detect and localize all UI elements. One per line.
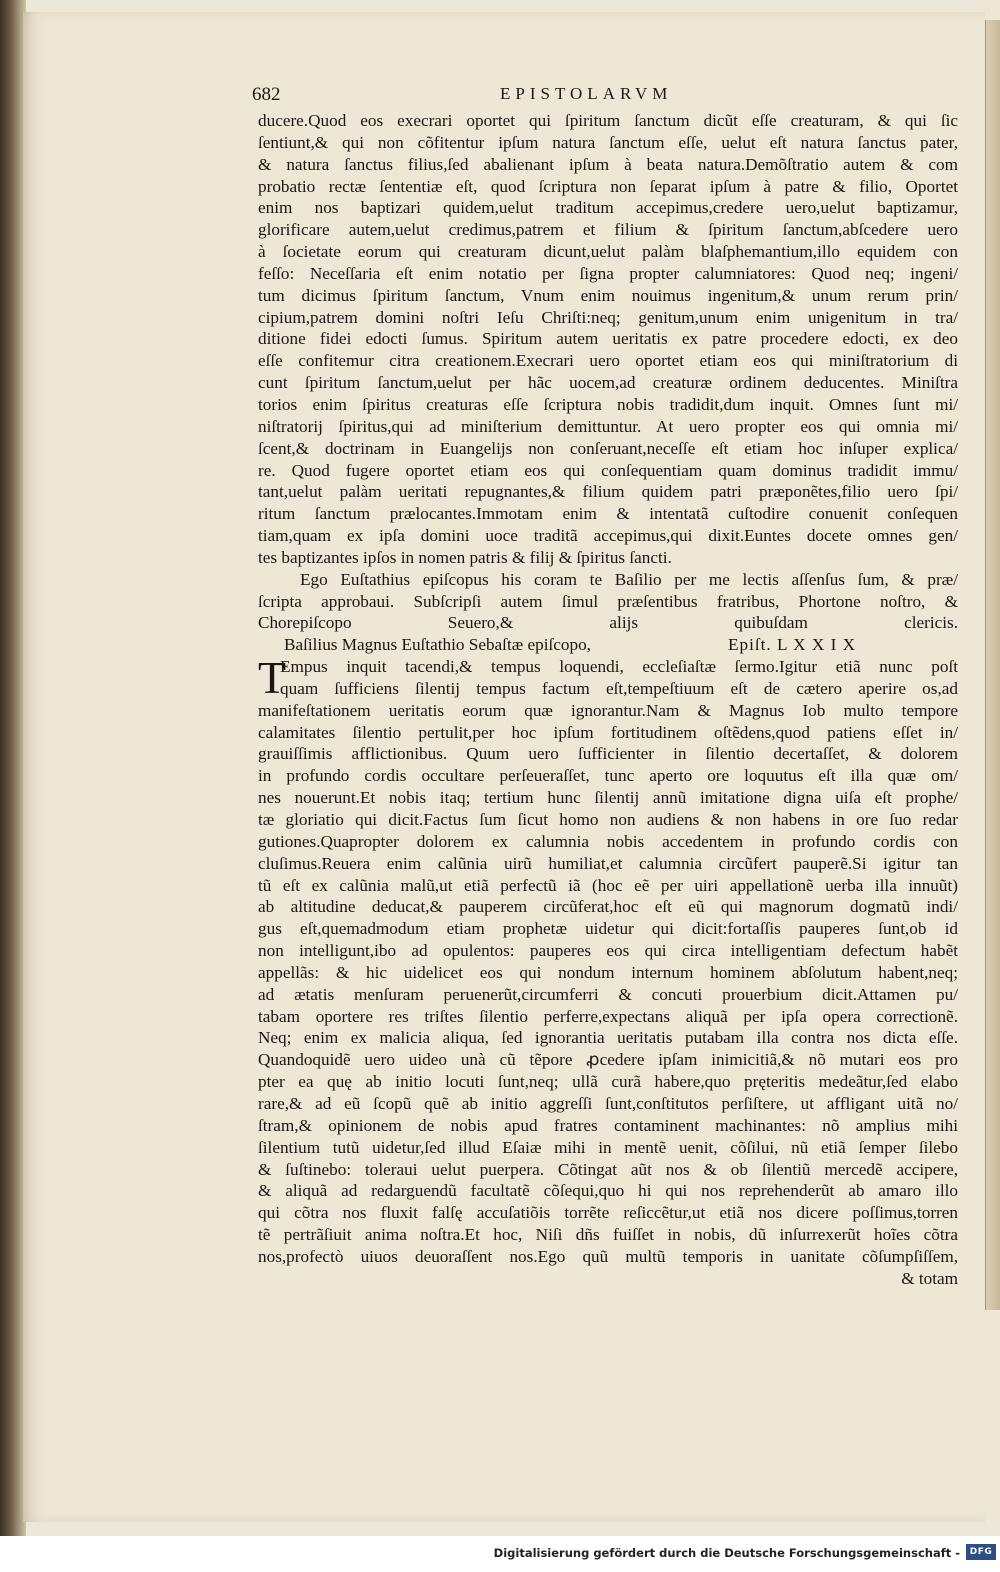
text-line: tũ eſt ex calũnia malũ,ut etiã perfectũ iã (hoc eẽ per uiri appellationẽ uerba illa innuũt) xyxy=(258,875,958,895)
text-line: calamitates ſilentio pertulit,per hoc ipſum fortitudinem oſtẽdens,quod patiens eſſet in/ xyxy=(258,722,958,742)
text-line: gutiones.Quapropter dolorem ex calumnia nobis accedentem in profundo cordis con xyxy=(258,831,958,851)
main-text-block xyxy=(258,110,958,1290)
funding-credit: Digitalisierung gefördert durch die Deutsche Forschungsgemeinschaft - xyxy=(493,1546,960,1560)
text-line: ſcent,& doctrinam in Euangelijs non conſeruant,neceſſe eſt etiam hoc inſuper explica/ xyxy=(258,438,958,458)
letter-body xyxy=(258,700,958,1268)
text-line: ſcripta approbaui. Subſcripſi autem ſimul præſentibus fratribus, Phortone noſtro, & xyxy=(258,591,958,611)
text-line: tiam,quam ex ipſa domini uoce traditã accepimus,qui dixit.Euntes docete omnes gen/ xyxy=(258,526,958,546)
text-line: Quandoquidẽ uero uideo unà cũ tẽpore ꝓcedere ipſam inimicitiã,& nõ mutari eos pro xyxy=(258,1050,958,1070)
text-line: torios enim ſpiritus creaturas eſſe ſcriptura nobis tradidit,dum inquit. Omnes ſunt mi/ xyxy=(258,394,958,414)
text-line: ducere.Quod eos execrari oportet qui ſpiritum ſanctum dicũt eſſe creaturam, & qui ſic xyxy=(258,111,958,130)
drop-cap-initial: T xyxy=(258,652,287,704)
text-line: rare,& ad eũ ſcopũ quẽ ab initio aggreſſi ſunt,conſtitutos perſiſtere, ut affligant uitã no/ xyxy=(258,1093,958,1113)
text-line: Chorepiſcopo Seuero,& alijs quibuſdam clericis. xyxy=(258,613,958,633)
text-line: cluſimus.Reuera enim calũnia uirũ humiliat,et calumnia circũfert pauperẽ.Si igitur tan xyxy=(258,853,958,873)
epistle-number: Epiſt. L X X I X xyxy=(728,635,857,655)
facing-page-edge xyxy=(985,20,1000,1310)
text-line: à ſocietate eorum qui creaturam dicunt,uelut palàm blaſphemantium,illo equidem con xyxy=(258,242,958,262)
text-line: niſtratorij ſpiritus,qui ad miniſterium demittuntur. At uero propter eos qui omnia mi/ xyxy=(258,416,958,436)
dfg-logo: DFG xyxy=(966,1544,996,1560)
text-line: qui cõtra nos fluxit falſę accuſatiõis torrẽte reſiccẽtur,ut etiã nos dicere poſſimus,torren xyxy=(258,1203,958,1223)
text-line: ad ætatis menſuram peruenerũt,circumferri & concuti prouerbium dicit.Attamen pu/ xyxy=(258,984,958,1004)
catchword: & totam xyxy=(901,1268,958,1288)
letter-opening xyxy=(258,652,958,704)
paragraph-continuation xyxy=(258,110,958,547)
running-head xyxy=(252,84,952,110)
text-line: quam ſufficiens ſilentij tempus factum eſt,tempeſtiuum eſt de cætero aperire os,ad xyxy=(280,678,958,698)
text-line: pter ea quę ab initio locuti ſunt,neq; ullã curã habere,quo pręteritis medeãtur,ſed elabo xyxy=(258,1072,958,1092)
text-line: Neq; enim ex malicia aliqua, ſed ignorantia ueritatis putabam illa contra nos dicta eſſe. xyxy=(258,1028,958,1048)
text-line: cunt ſpiritum ſanctum,uelut per hãc uocem,ad creaturæ ordinem deducentes. Miniſtra xyxy=(258,373,958,393)
text-line: feſſo: Neceſſaria eſt enim notatio per ſigna propter calumniatores: Quod neq; ingeni/ xyxy=(258,263,958,283)
text-line: nes nouerunt.Et nobis itaq; tertium hunc ſilentij annũ imitatione digna uiſa eſt prophe/ xyxy=(258,788,958,808)
text-line: grauiſſimis afflictionibus. Quum uero ſufficienter in ſilentio decertaſſet, & dolorem xyxy=(258,744,958,764)
text-line: manifeſtationem ueritatis eorum quæ ignorantur.Nam & Magnus Iob multo tempore xyxy=(258,700,958,720)
text-line: tant,uelut palàm ueritati repugnantes,& filium quidem patri præponẽtes,filio uero ſpi/ xyxy=(258,482,958,502)
text-line: tes baptizantes ipſos in nomen patris & filij & ſpiritus ſancti. xyxy=(258,547,672,567)
text-line: eſſe confitemur citra creationem.Execrari uero oportet etiam eos qui miniſtratorium di xyxy=(258,351,958,371)
letter-heading xyxy=(258,634,958,656)
text-line: & aliquã ad redarguendũ facultatẽ cõſequi,quo hi qui nos reprehenderũt ab amaro illo xyxy=(258,1181,958,1201)
text-line: ſentiunt,& qui non cõfitentur ipſum natura ſanctum eſſe, uelut eſt natura ſanctus pater, xyxy=(258,132,958,152)
page-number: 682 xyxy=(252,84,281,105)
text-line: & ſuſtinebo: toleraui uelut puerpera. Cõtingat aũt nos & ob ſilentiũ mercedẽ accipere, xyxy=(258,1159,958,1179)
text-line: glorificare autem,uelut credimus,patrem et filium & ſpiritum ſanctum,abſcedere uero xyxy=(258,220,958,240)
subscription-paragraph xyxy=(258,569,958,635)
text-line: ditione fidei edocti ſumus. Spiritum autem ueritatis ex patre procedere edocti, ex deo xyxy=(258,329,958,349)
text-line: Ego Euſtathius epiſcopus his coram te Baſilio per me lectis aſſenſus ſum, & præ/ xyxy=(300,569,958,589)
text-line: non intelligunt,ibo ad opulentos: pauperes eos qui circa intelligentiam defectum habẽt xyxy=(258,941,958,961)
letter-address: Baſilius Magnus Euſtathio Sebaſtæ epiſcopo, xyxy=(284,635,591,655)
text-line: ab altitudine deducat,& pauperem circũferat,hoc eſt eũ qui magnorum dogmatũ indi/ xyxy=(258,897,958,917)
text-line: tẽ pertrãſiuit anima noſtra.Et hoc, Niſi dñs fuiſſet in nobis, dũ inſurrexerũt hoĩes cõtra xyxy=(258,1225,958,1245)
text-line: tæ gloriatio qui dicit.Factus ſum ſicut homo non audiens & non habens in ore ſuo redar xyxy=(258,810,958,829)
text-line: appellãs: & hic uidelicet eos qui nondum internum hominem abſolutum habent,neq; xyxy=(258,962,958,982)
text-line: nos,profectò uiuos deuoraſſent nos.Ego quũ multũ temporis in uanitate cõſumpſiſſem, xyxy=(258,1246,958,1266)
running-head-title: EPISTOLARVM xyxy=(500,84,673,103)
text-line: Empus inquit tacendi,& tempus loquendi, eccleſiaſtæ ſermo.Igitur etiã nunc poſt xyxy=(280,657,958,677)
text-line: probatio rectæ ſententiæ eſt, quod ſcriptura non ſeparat ipſum à patre & filio, Oportet xyxy=(258,176,958,196)
text-line: re. Quod fugere oportet etiam eos qui conſequentiam quam dominus tradidit immu/ xyxy=(258,460,958,480)
text-line: ritum ſanctum prælocantes.Immotam enim & intentatã cuſtodire conuenit conſequen xyxy=(258,504,958,524)
text-line: enim nos baptizari quidem,uelut traditum accepimus,credere uero,uelut baptizamur, xyxy=(258,198,958,218)
text-line: & natura ſanctus filius,ſed abalienant ipſum à beata natura.Demõſtratio autem & com xyxy=(258,154,958,174)
digitization-footer xyxy=(0,1536,1000,1572)
text-line: tum dicimus ſpiritum ſanctum, Vnum enim nouimus ingenitum,& unum rerum prin/ xyxy=(258,285,958,305)
text-line: tabam oportere res triſtes ſilentio perferre,expectans aliquã per ipſa opera correctionẽ. xyxy=(258,1006,958,1026)
text-line: in profundo cordis occultare perſeueraſſet, tunc aperto ore loquutus eſt illa quæ om/ xyxy=(258,766,958,786)
text-line: cipium,patrem domini noſtri Ieſu Chriſti:neq; genitum,unum enim unigenitum in tra/ xyxy=(258,307,958,327)
text-line: gus eſt,quemadmodum etiam prophetæ uidetur qui dicit:fortaſſis pauperes ſunt,ob id xyxy=(258,919,958,939)
text-line: ſilentium tutũ uidetur,ſed illud Eſaiæ mihi in mentẽ uenit, cõſilui, nũ etiã ſemper ſilebo xyxy=(258,1137,958,1157)
text-line: ſtram,& opinionem de nobis apud fratres contaminent machinantes: nõ amplius mihi xyxy=(258,1115,958,1135)
